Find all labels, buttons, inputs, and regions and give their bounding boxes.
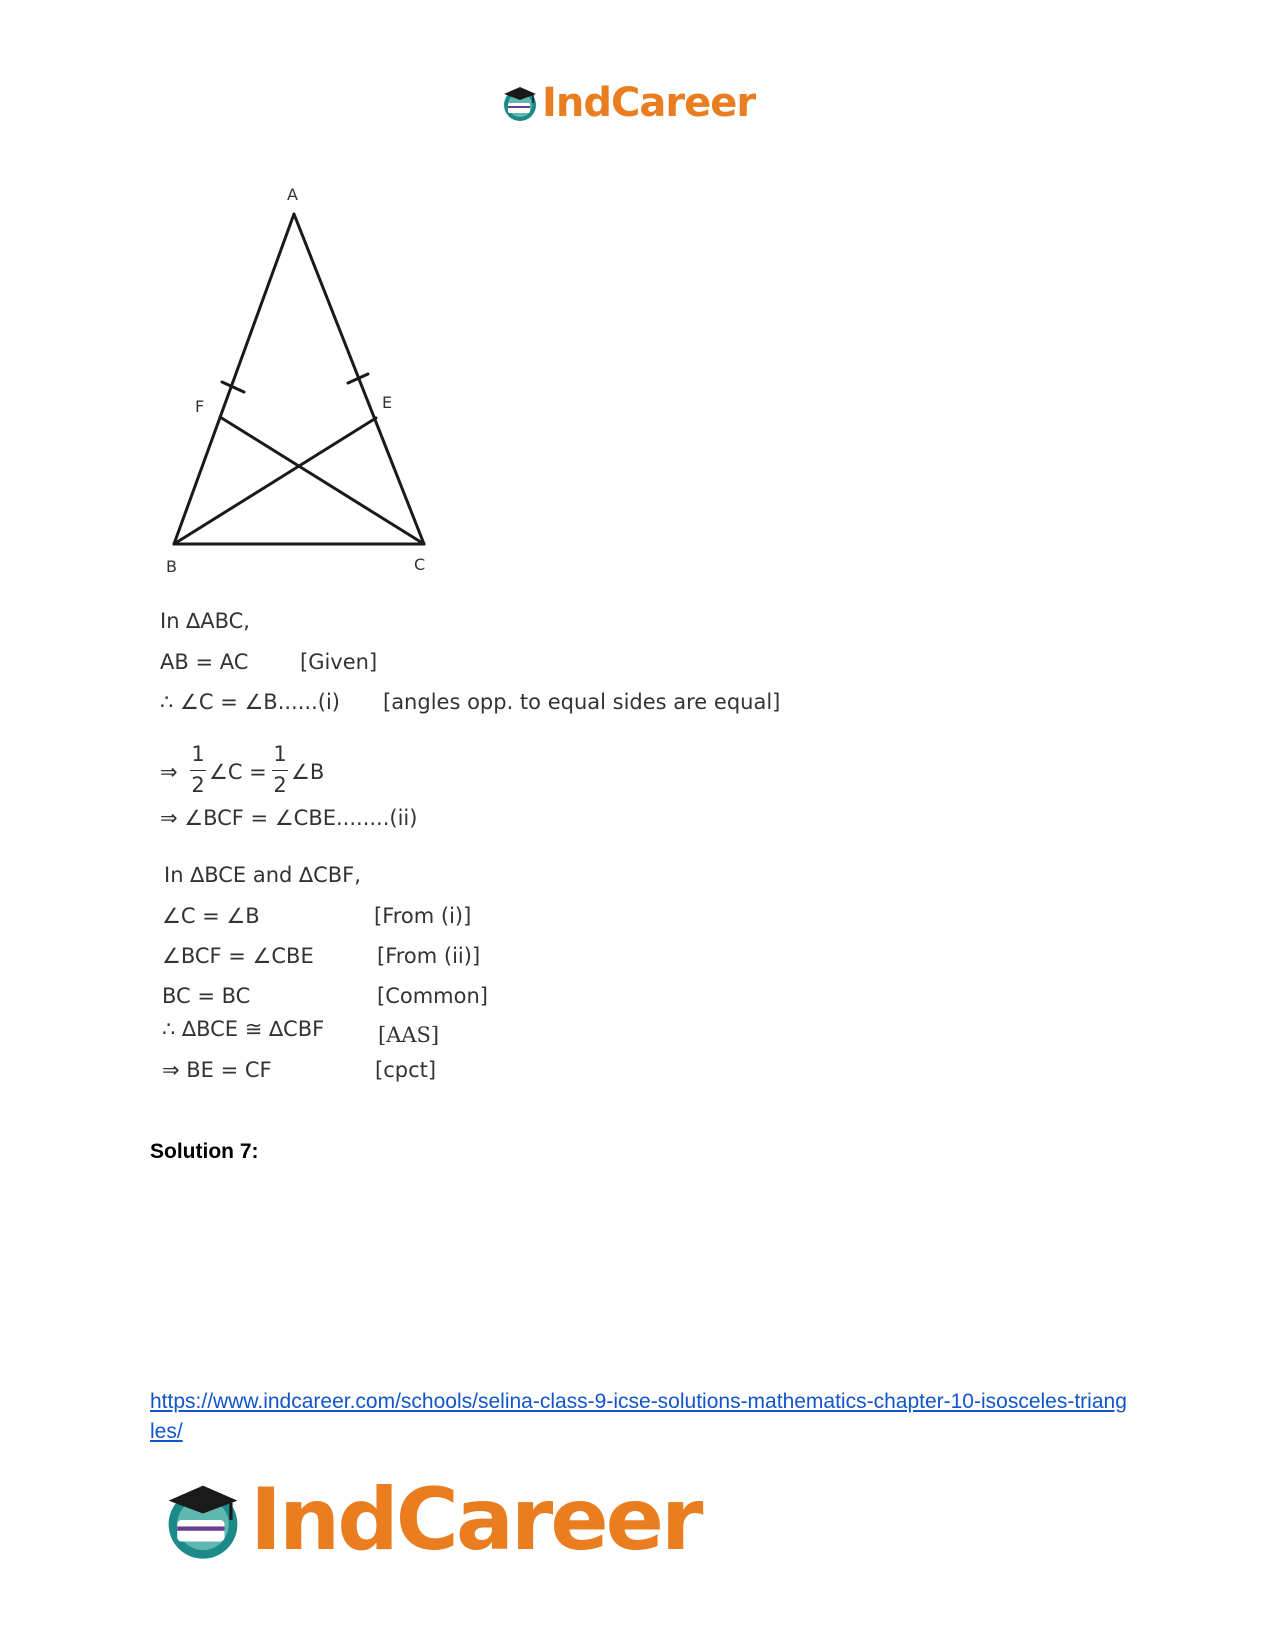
proof-row-statement: BC = BC [162, 984, 251, 1008]
proof-row-reason: [From (ii)] [377, 944, 481, 968]
fraction-bar [190, 770, 206, 771]
half-angle-b: ∠B [291, 760, 325, 784]
proof-row-statement: ∠C = ∠B [162, 904, 260, 928]
graduation-cap-book-globe-icon [160, 1477, 246, 1563]
proof-intro: In ∆ABC, [160, 609, 250, 633]
fraction-denominator: 2 [191, 773, 205, 797]
graduation-cap-book-globe-icon [500, 83, 540, 123]
vertex-label-f: F [195, 397, 205, 416]
proof-row-reason: [AAS] [378, 1023, 440, 1047]
fraction-bar [272, 770, 288, 771]
given-reason: [Given] [300, 650, 378, 674]
half-angle-c: ∠C = [209, 760, 267, 784]
logo-wordmark: IndCareer [250, 1470, 701, 1570]
fraction-numerator: 1 [273, 742, 287, 766]
source-link[interactable]: https://www.indcareer.com/schools/selina-class-9-icse-solutions-mathematics-chapter-10-isosceles-triangles/ [150, 1390, 1127, 1443]
footer-logo [160, 1470, 700, 1570]
proof-row-reason: [Common] [377, 984, 488, 1008]
proof-row-statement: ∴ ∆BCE ≅ ∆CBF [162, 1017, 325, 1041]
header-logo [500, 80, 755, 126]
congruence-intro: In ∆BCE and ∆CBF, [164, 863, 361, 887]
vertex-label-b: B [166, 557, 177, 572]
vertex-label-c: C [414, 555, 426, 572]
isosceles-triangle-figure [160, 182, 460, 572]
given-statement: AB = AC [160, 650, 249, 674]
proof-row-statement: ∠BCF = ∠CBE [162, 944, 314, 968]
fraction-numerator: 1 [191, 742, 205, 766]
proof-row-statement: ⇒ BE = CF [162, 1058, 272, 1082]
side-ab [174, 214, 294, 544]
segment-be [174, 418, 376, 544]
proof-row-reason: [cpct] [375, 1058, 437, 1082]
proof-row-reason: [From (i)] [374, 904, 472, 928]
vertex-label-a: A [287, 185, 298, 204]
bisected-angles-statement: ⇒ ∠BCF = ∠CBE........(ii) [160, 806, 418, 830]
angle-equality-reason: [angles opp. to equal sides are equal] [383, 690, 781, 714]
solution-heading: Solution 7: [150, 1140, 259, 1163]
angle-equality-statement: ∴ ∠C = ∠B......(i) [160, 690, 340, 714]
vertex-label-e: E [382, 393, 393, 412]
fraction-denominator: 2 [273, 773, 287, 797]
implies-symbol: ⇒ [160, 760, 178, 784]
segment-cf [220, 417, 424, 544]
logo-wordmark: IndCareer [542, 80, 756, 126]
